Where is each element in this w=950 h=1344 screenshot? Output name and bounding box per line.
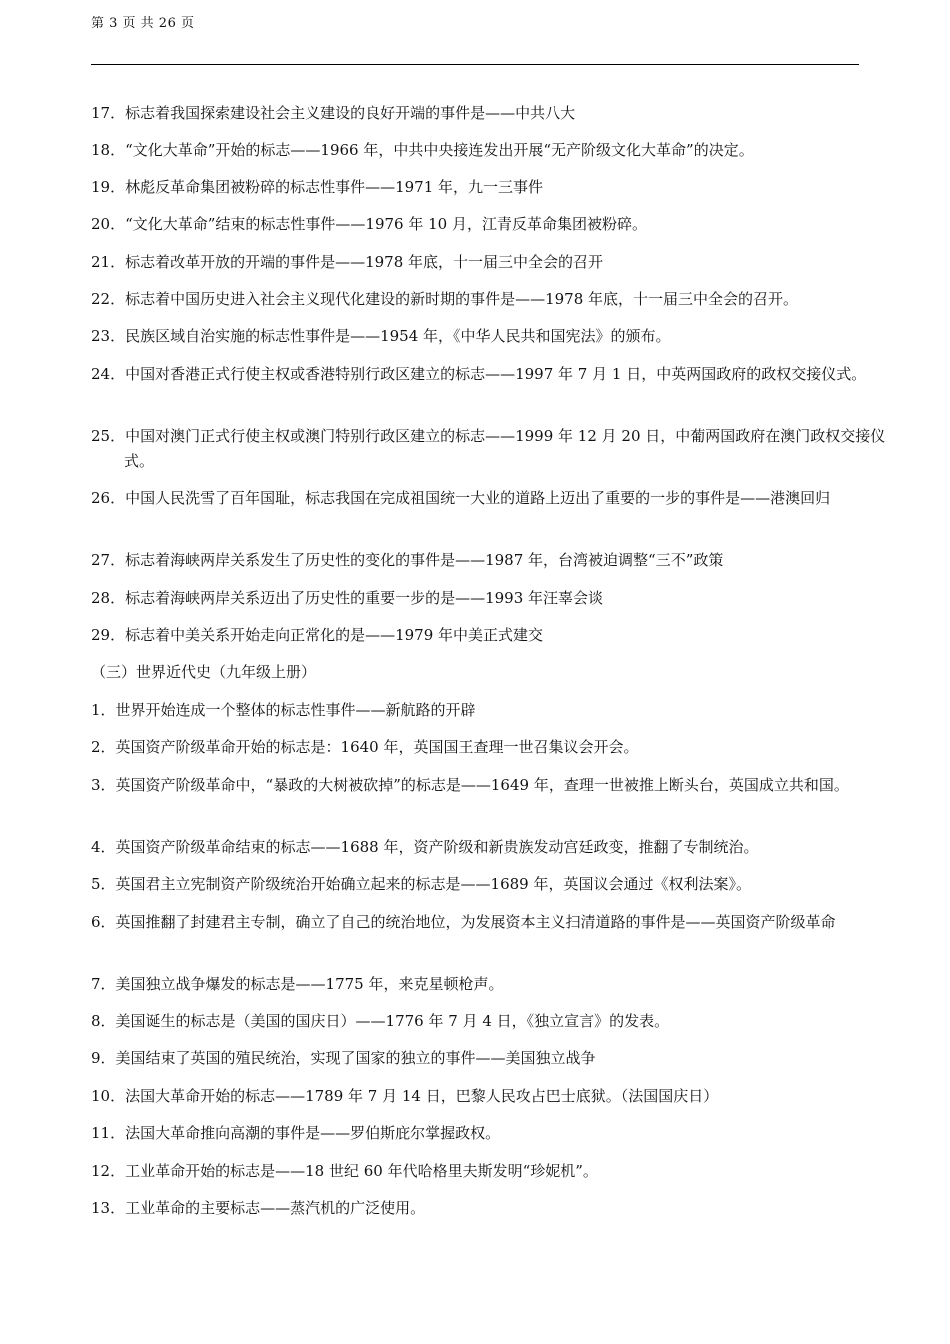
item-number: 24． [91,365,126,383]
item-text: 标志着中美关系开始走向正常化的是——1979 年中美正式建交 [125,626,544,644]
item-number: 21． [91,253,126,271]
item-text: 标志着海峡两岸关系发生了历史性的变化的事件是——1987 年，台湾被迫调整“三不”政策 [125,551,724,569]
item-text: 民族区域自治实施的标志性事件是——1954 年，《中华人民共和国宪法》的颁布。 [125,327,671,345]
item-text: 英国资产阶级革命中，“暴政的大树被砍掉”的标志是——1649 年，查理一世被推上断头台，英国成立共和国。 [115,776,849,794]
list-item [91,1159,896,1184]
item-text: 美国结束了英国的殖民统治，实现了国家的独立的事件——美国独立战争 [115,1049,596,1067]
list-item [91,101,896,126]
item-text: 美国独立战争爆发的标志是——1775 年，来克星顿枪声。 [115,975,504,993]
item-number: 20． [91,215,126,233]
item-text: 英国推翻了封建君主专制，确立了自己的统治地位，为发展资本主义扫清道路的事件是——英国资产阶级革命 [115,913,836,931]
list-item [91,175,896,200]
item-text: 英国君主立宪制资产阶级统治开始确立起来的标志是——1689 年，英国议会通过《权利法案》。 [115,875,751,893]
item-number: 28． [91,589,126,607]
item-text: 标志着我国探索建设社会主义建设的良好开端的事件是——中共八大 [125,104,576,122]
item-text: 林彪反革命集团被粉碎的标志性事件——1971 年，九一三事件 [125,178,544,196]
list-item [91,1196,896,1221]
item-number: 12． [91,1162,126,1180]
item-text: “文化大革命”结束的标志性事件——1976 年 10 月，江青反革命集团被粉碎。 [125,215,647,233]
item-number: 27． [91,551,126,569]
item-number: 7． [91,975,116,993]
list-item [91,735,889,760]
item-text: 标志着改革开放的开端的事件是——1978 年底，十一届三中全会的召开 [125,253,604,271]
item-text: 标志着海峡两岸关系迈出了历史性的重要一步的是——1993 年汪辜会谈 [125,589,604,607]
item-text: 世界开始连成一个整体的标志性事件——新航路的开辟 [115,701,476,719]
item-number: 13． [91,1199,126,1217]
item-text: 工业革命的主要标志——蒸汽机的广泛使用。 [125,1199,426,1217]
item-text: 中国对澳门正式行使主权或澳门特别行政区建立的标志——1999 年 12 月 20 日，中葡两国政府在澳门政权交接仪式。 [124,427,886,470]
item-text: 中国人民洗雪了百年国耻，标志我国在完成祖国统一大业的道路上迈出了重要的一步的事件是——港澳回归 [125,489,831,507]
item-number: 2． [91,738,116,756]
item-number: 4． [91,838,116,856]
item-text: 标志着中国历史进入社会主义现代化建设的新时期的事件是——1978 年底，十一届三中全会的召开。 [125,290,799,308]
list-item [91,324,896,349]
list-item [91,835,889,860]
item-text: 工业革命开始的标志是——18 世纪 60 年代哈格里夫斯发明“珍妮机”。 [125,1162,598,1180]
list-item [91,698,889,723]
item-number: 26． [91,489,126,507]
item-number: 9． [91,1049,116,1067]
list-item [91,1121,896,1146]
list-item [91,250,896,275]
item-number: 22． [91,290,126,308]
item-text: 法国大革命推向高潮的事件是——罗伯斯庇尔掌握政权。 [125,1124,501,1142]
item-number: 18． [91,141,126,159]
list-item [91,212,896,237]
item-number: 5． [91,875,116,893]
list-item [91,548,896,573]
item-number: 10． [91,1087,126,1105]
header-divider [91,64,859,65]
list-item [91,623,896,648]
item-text: 中国对香港正式行使主权或香港特别行政区建立的标志——1997 年 7 月 1 日，中英两国政府的政权交接仪式。 [125,365,867,383]
item-number: 6． [91,913,116,931]
list-item [91,1046,889,1071]
list-item [91,972,889,997]
list-item [91,362,896,387]
item-text: “文化大革命”开始的标志——1966 年，中共中央接连发出开展“无产阶级文化大革命”的决定。 [125,141,754,159]
item-number: 23． [91,327,126,345]
list-item [91,872,889,897]
item-number: 17． [91,104,126,122]
page-number-header: 第 3 页 共 26 页 [91,16,195,31]
item-number: 19． [91,178,126,196]
item-number: 8． [91,1012,116,1030]
section-heading [91,660,863,685]
list-item [91,586,896,611]
item-number: 1． [91,701,116,719]
item-number: 25． [91,427,126,445]
item-number: 11． [91,1124,126,1142]
list-item [91,1084,896,1109]
list-item [91,773,889,798]
list-item [91,138,896,163]
item-text: 美国诞生的标志是（美国的国庆日）——1776 年 7 月 4 日，《独立宣言》的发表。 [115,1012,670,1030]
item-text: 法国大革命开始的标志——1789 年 7 月 14 日，巴黎人民攻占巴士底狱。（法国国庆日） [125,1087,719,1105]
item-text: 英国资产阶级革命结束的标志——1688 年，资产阶级和新贵族发动宫廷政变，推翻了专制统治。 [115,838,759,856]
list-item [91,910,889,935]
list-item [91,287,896,312]
item-number: 29． [91,626,126,644]
item-number: 3． [91,776,116,794]
list-item [91,486,896,511]
list-item [91,424,896,474]
item-text: 英国资产阶级革命开始的标志是：1640 年，英国国王查理一世召集议会开会。 [115,738,639,756]
section-heading-text: （三）世界近代史（九年级上册） [91,663,317,681]
list-item [91,1009,889,1034]
